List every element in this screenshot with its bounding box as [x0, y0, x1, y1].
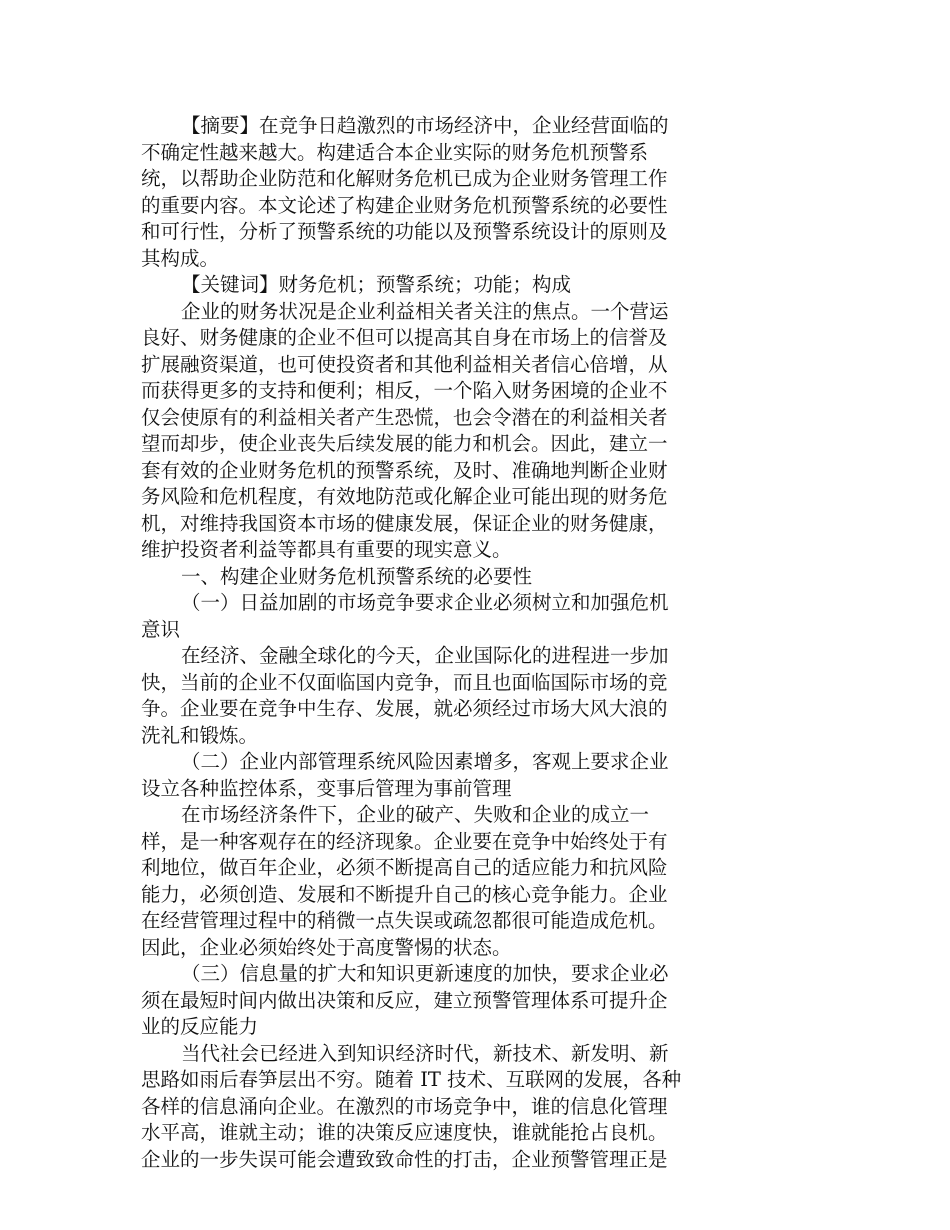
paragraph-first-line: 【摘要】在竞争日趋激烈的市场经济中，企业经营面临的: [181, 114, 669, 137]
paragraph-first-line: 企业的财务状况是企业利益相关者关注的焦点。一个营运: [181, 299, 669, 323]
paragraph-line: 仅会使原有的利益相关者产生恐慌，也会令潜在的利益相关者: [141, 405, 668, 429]
paragraph-line: 快，当前的企业不仅面临国内竞争，而且也面临国际市场的竞: [141, 670, 668, 694]
paragraph-line: 设立各种监控体系，变事后管理为事前管理: [141, 776, 512, 800]
paragraph-first-line: 当代社会已经进入到知识经济时代，新技术、新发明、新: [181, 1041, 669, 1065]
paragraph-line: 和可行性，分析了预警系统的功能以及预警系统设计的原则及: [141, 220, 668, 243]
paragraph-line: 套有效的企业财务危机的预警系统，及时、准确地判断企业财: [141, 458, 668, 482]
paragraph-line: 其构成。: [141, 246, 220, 270]
paragraph-line: 样，是一种客观存在的经济现象。企业要在竞争中始终处于有: [141, 829, 668, 853]
paragraph-first-line: （三）信息量的扩大和知识更新速度的加快，要求企业必: [181, 962, 669, 985]
paragraph-line: 各样的信息涌向企业。在激烈的市场竞争中，谁的信息化管理: [141, 1094, 668, 1118]
paragraph-line: 能力，必须创造、发展和不断提升自己的核心竞争能力。企业: [141, 882, 668, 906]
paragraph-line: 业的反应能力: [141, 1015, 259, 1038]
paragraph-line: 水平高，谁就主动；谁的决策反应速度快，谁就能抢占良机。: [141, 1121, 668, 1144]
paragraph-line: 思路如雨后春笋层出不穷。随着 IT 技术、互联网的发展，各种: [141, 1068, 682, 1091]
paragraph-line: 务风险和危机程度，有效地防范或化解企业可能出现的财务危: [141, 485, 668, 508]
paragraph-first-line: 一、构建企业财务危机预警系统的必要性: [181, 564, 533, 588]
paragraph-line: 企业的一步失误可能会遭致致命性的打击，企业预警管理正是: [141, 1147, 668, 1171]
paragraph-line: 维护投资者利益等都具有重要的现实意义。: [141, 538, 512, 561]
paragraph-line: 望而却步，使企业丧失后续发展的能力和机会。因此，建立一: [141, 432, 668, 455]
paragraph-first-line: 【关键词】财务危机；预警系统；功能；构成: [181, 273, 572, 296]
paragraph-line: 的重要内容。本文论述了构建企业财务危机预警系统的必要性: [141, 193, 668, 217]
paragraph-first-line: （二）企业内部管理系统风险因素增多，客观上要求企业: [181, 750, 669, 773]
paragraph-line: 洗礼和锻炼。: [141, 723, 259, 747]
paragraph-line: 争。企业要在竞争中生存、发展，就必须经过市场大风大浪的: [141, 697, 668, 720]
document-body: [141, 113, 741, 1173]
paragraph-line: 统，以帮助企业防范和化解财务危机已成为企业财务管理工作: [141, 167, 668, 190]
paragraph-line: 机，对维持我国资本市场的健康发展，保证企业的财务健康，: [141, 511, 668, 535]
paragraph-first-line: （一）日益加剧的市场竞争要求企业必须树立和加强危机: [181, 591, 669, 614]
paragraph-line: 因此，企业必须始终处于高度警惕的状态。: [141, 935, 512, 959]
paragraph-line: 利地位，做百年企业，必须不断提高自己的适应能力和抗风险: [141, 856, 668, 879]
paragraph-first-line: 在市场经济条件下，企业的破产、失败和企业的成立一: [181, 803, 650, 826]
paragraph-line: 良好、财务健康的企业不但可以提高其自身在市场上的信誉及: [141, 326, 668, 349]
paragraph-line: 须在最短时间内做出决策和反应，建立预警管理体系可提升企: [141, 988, 668, 1012]
paragraph-line: 扩展融资渠道，也可使投资者和其他利益相关者信心倍增，从: [141, 352, 668, 376]
paragraph-line: 意识: [141, 617, 181, 641]
paragraph-line: 在经营管理过程中的稍微一点失误或疏忽都很可能造成危机。: [141, 909, 668, 932]
paragraph-line: 而获得更多的支持和便利；相反，一个陷入财务困境的企业不: [141, 379, 668, 402]
paragraph-first-line: 在经济、金融全球化的今天，企业国际化的进程进一步加: [181, 644, 669, 667]
paragraph-line: 不确定性越来越大。构建适合本企业实际的财务危机预警系: [141, 140, 649, 164]
